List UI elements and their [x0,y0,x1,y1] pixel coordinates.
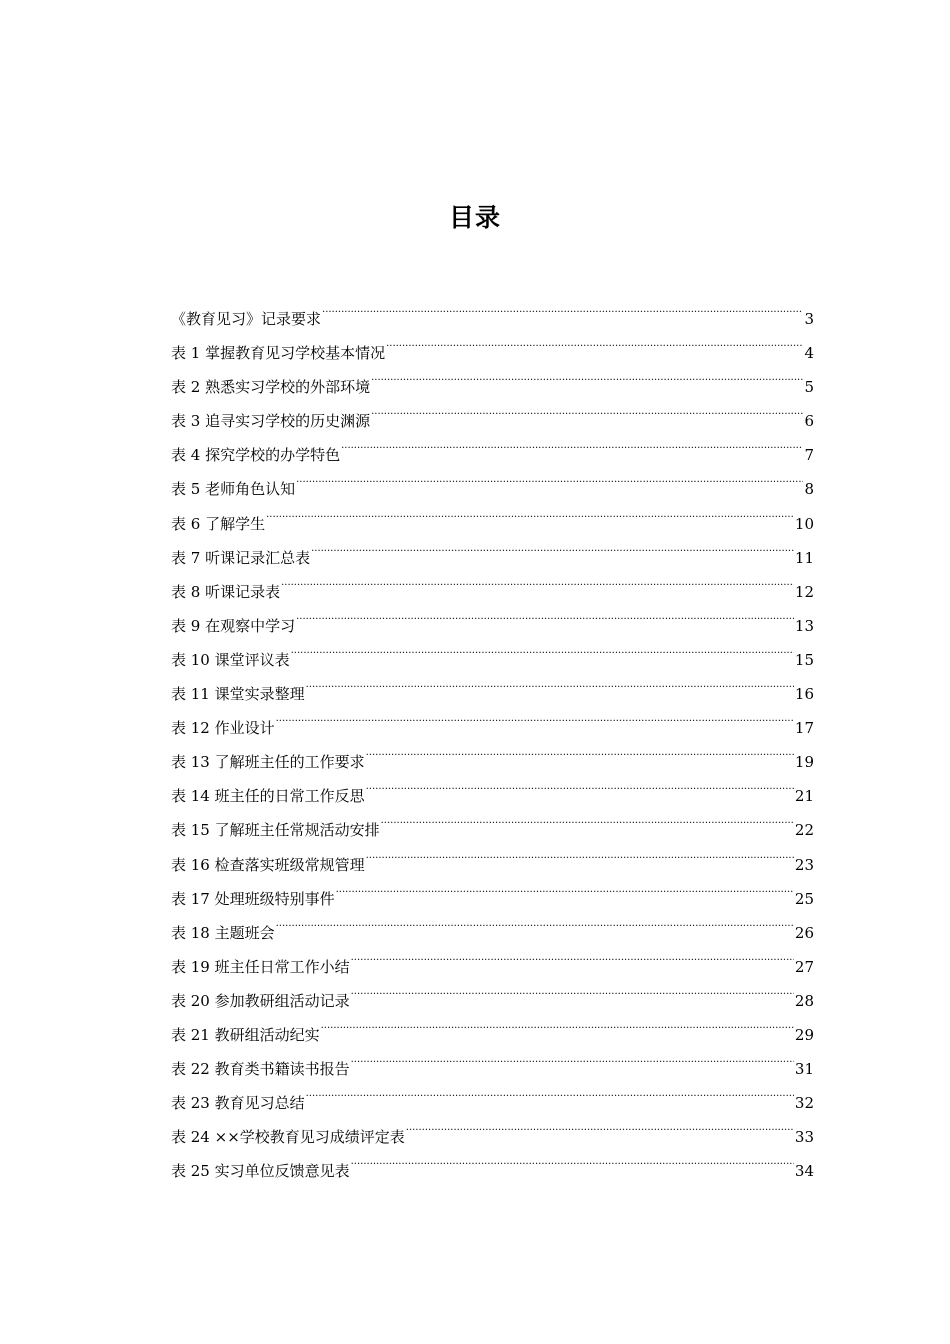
toc-entry-label: 表 21 教研组活动纪实 [171,1025,320,1044]
toc-dot-leader [371,392,803,426]
toc-dot-leader [296,597,794,631]
toc-entry[interactable] [171,290,814,328]
toc-entry-label: 表 24 ××学校教育见习成绩评定表 [171,1128,405,1147]
toc-entry-label: 表 14 班主任的日常工作反思 [171,787,365,806]
toc-entry-page: 23 [794,855,814,874]
toc-entry-page: 32 [794,1094,814,1113]
toc-entry-label: 表 3 追寻实习学校的历史渊源 [171,412,371,431]
toc-dot-leader [311,529,794,563]
toc-dot-leader [336,870,794,904]
toc-entry-label: 表 25 实习单位反馈意见表 [171,1162,350,1181]
toc-entry-page: 11 [794,548,814,567]
toc-entry-label: 表 18 主题班会 [171,923,275,942]
toc-dot-leader [406,1108,794,1142]
toc-entry-page: 15 [794,650,814,669]
toc-dot-leader [366,767,794,801]
toc-entry-page: 34 [794,1162,814,1181]
toc-entry-label: 表 8 听课记录表 [171,582,281,601]
toc-entry-label: 表 22 教育类书籍读书报告 [171,1060,350,1079]
toc-entry-label: 表 1 掌握教育见习学校基本情况 [171,344,386,363]
toc-dot-leader [296,460,803,494]
toc-entry-page: 25 [794,889,814,908]
toc-entry-label: 表 13 了解班主任的工作要求 [171,753,365,772]
page-title: 目录 [448,203,501,232]
toc-dot-leader [366,836,794,870]
toc-entry-page: 3 [804,310,814,328]
toc-dot-leader [306,1074,794,1108]
toc-dot-leader [306,665,794,699]
toc-dot-leader [381,801,794,835]
toc-dot-leader [351,1040,794,1074]
toc-entry-page: 19 [794,753,814,772]
toc-entry-label: 表 17 处理班级特别事件 [171,889,335,908]
toc-entry-page: 7 [804,446,814,465]
toc-entry-label: 表 6 了解学生 [171,514,266,533]
toc-entry-label: 表 5 老师角色认知 [171,480,296,499]
toc-dot-leader [291,631,794,665]
toc-dot-leader [366,733,794,767]
toc-dot-leader [386,324,803,358]
toc-entry-page: 5 [804,378,814,397]
toc-dot-leader [276,904,794,938]
toc-dot-leader [321,1006,794,1040]
toc-entry-page: 33 [794,1128,814,1147]
toc-entry-page: 16 [794,685,814,704]
toc-entry-label: 《教育见习》记录要求 [171,310,322,328]
toc-entry-label: 表 12 作业设计 [171,719,275,738]
toc-entry-label: 表 19 班主任日常工作小结 [171,957,350,976]
toc-entry-page: 31 [794,1060,814,1079]
toc-entry-page: 4 [804,344,814,363]
toc-entry-label: 表 16 检查落实班级常规管理 [171,855,365,874]
toc-entry[interactable] [171,529,814,567]
toc-entry-page: 28 [794,991,814,1010]
toc-dot-leader [351,938,794,972]
toc-entry-label: 表 2 熟悉实习学校的外部环境 [171,378,371,397]
toc-dot-leader [276,699,794,733]
toc-dot-leader [351,1142,794,1176]
toc-dot-leader [281,563,794,597]
toc-dot-leader [322,290,803,324]
toc-entry-label: 表 10 课堂评议表 [171,650,290,669]
toc-entry-label: 表 23 教育见习总结 [171,1094,305,1113]
toc-dot-leader [341,426,803,460]
toc-entry-label: 表 20 参加教研组活动记录 [171,991,350,1010]
toc-entry-label: 表 15 了解班主任常规活动安排 [171,821,380,840]
toc-dot-leader [351,972,794,1006]
toc-dot-leader [371,358,803,392]
toc-entry-page: 27 [794,957,814,976]
toc-entry-page: 21 [794,787,814,806]
toc-entry-label: 表 4 探究学校的办学特色 [171,446,341,465]
toc-entry-page: 6 [804,412,814,431]
toc-entry-label: 表 9 在观察中学习 [171,616,296,635]
toc-entry-page: 12 [794,582,814,601]
toc-entry-page: 29 [794,1025,814,1044]
toc-entry-page: 17 [794,719,814,738]
table-of-contents [171,290,814,1181]
toc-entry-page: 13 [794,616,814,635]
toc-entry-page: 26 [794,923,814,942]
toc-entry-page: 8 [804,480,814,499]
toc-dot-leader [266,495,794,529]
toc-entry[interactable] [171,495,814,533]
toc-entry-label: 表 11 课堂实录整理 [171,685,305,704]
toc-entry-page: 22 [794,821,814,840]
toc-entry-label: 表 7 听课记录汇总表 [171,548,311,567]
toc-entry-page: 10 [794,514,814,533]
